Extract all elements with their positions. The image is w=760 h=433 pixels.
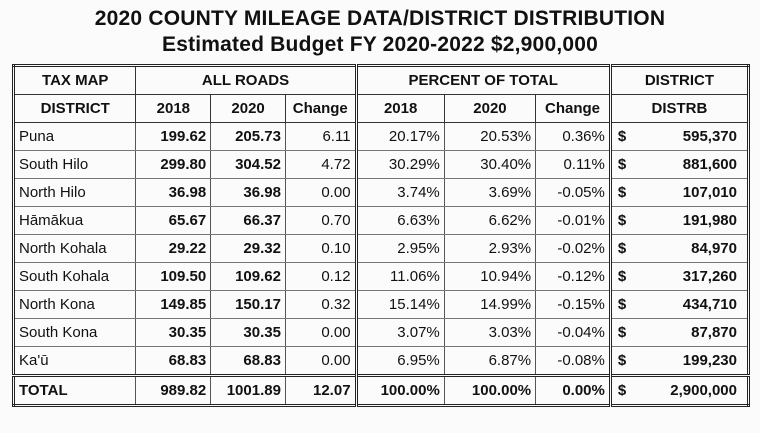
cell-distribution-amount: 881,600 [637,151,748,179]
header-distrb: DISTRB [610,95,748,123]
cell-roads-change: 0.12 [285,263,356,291]
cell-roads-2018: 68.83 [136,347,211,376]
cell-district: South Hilo [14,151,136,179]
header-pct-2020: 2020 [444,95,535,123]
cell-roads-2020: 29.32 [211,235,286,263]
cell-roads-2018: 109.50 [136,263,211,291]
table-row [14,347,749,376]
cell-pct-2018: 6.95% [356,347,444,376]
cell-roads-2020: 150.17 [211,291,286,319]
table-row [14,123,749,151]
header-roads-change: Change [285,95,356,123]
cell-pct-change: -0.12% [536,263,611,291]
table-row [14,291,749,319]
cell-distribution-amount: 107,010 [637,179,748,207]
cell-dollar-sign: $ [610,235,637,263]
cell-roads-2018: 299.80 [136,151,211,179]
cell-pct-2020: 14.99% [444,291,535,319]
cell-roads-change: 0.00 [285,319,356,347]
cell-distribution-amount: 2,900,000 [637,376,748,406]
table-row [14,179,749,207]
cell-pct-2020: 20.53% [444,123,535,151]
cell-distribution-amount: 317,260 [637,263,748,291]
total-row [14,376,749,406]
cell-roads-2020: 1001.89 [211,376,286,406]
cell-dollar-sign: $ [610,207,637,235]
cell-roads-2018: 989.82 [136,376,211,406]
header-tax-map: TAX MAP [14,66,136,95]
header-district-col: DISTRICT [14,95,136,123]
cell-pct-2018: 11.06% [356,263,444,291]
cell-pct-2018: 15.14% [356,291,444,319]
cell-roads-2020: 205.73 [211,123,286,151]
cell-dollar-sign: $ [610,123,637,151]
cell-pct-2020: 6.87% [444,347,535,376]
cell-roads-change: 0.10 [285,235,356,263]
cell-pct-change: 0.11% [536,151,611,179]
cell-dollar-sign: $ [610,376,637,406]
cell-district: South Kona [14,319,136,347]
cell-dollar-sign: $ [610,291,637,319]
cell-roads-change: 0.32 [285,291,356,319]
cell-distribution-amount: 595,370 [637,123,748,151]
cell-distribution-amount: 434,710 [637,291,748,319]
cell-roads-2020: 109.62 [211,263,286,291]
cell-pct-2018: 20.17% [356,123,444,151]
cell-pct-change: 0.00% [536,376,611,406]
cell-district: Ka'ū [14,347,136,376]
cell-dollar-sign: $ [610,151,637,179]
cell-roads-2020: 36.98 [211,179,286,207]
table-row [14,263,749,291]
cell-pct-2018: 100.00% [356,376,444,406]
table-row [14,151,749,179]
header-pct-change: Change [536,95,611,123]
header-all-roads: ALL ROADS [136,66,356,95]
cell-roads-change: 6.11 [285,123,356,151]
cell-roads-change: 12.07 [285,376,356,406]
cell-roads-change: 0.00 [285,347,356,376]
cell-roads-2018: 199.62 [136,123,211,151]
cell-pct-2020: 6.62% [444,207,535,235]
cell-distribution-amount: 84,970 [637,235,748,263]
cell-district: North Kohala [14,235,136,263]
cell-pct-2020: 3.03% [444,319,535,347]
table-row [14,207,749,235]
document-subtitle: Estimated Budget FY 2020-2022 $2,900,000 [161,33,598,56]
cell-distribution-amount: 87,870 [637,319,748,347]
cell-roads-2020: 68.83 [211,347,286,376]
table-body [14,123,749,406]
header-row-top [14,66,749,95]
cell-roads-change: 0.70 [285,207,356,235]
cell-roads-change: 4.72 [285,151,356,179]
cell-roads-2018: 36.98 [136,179,211,207]
cell-district: North Hilo [14,179,136,207]
cell-roads-2020: 30.35 [211,319,286,347]
cell-pct-2018: 2.95% [356,235,444,263]
cell-pct-change: -0.05% [536,179,611,207]
cell-pct-2020: 2.93% [444,235,535,263]
cell-district: South Kohala [14,263,136,291]
cell-distribution-amount: 191,980 [637,207,748,235]
header-district: DISTRICT [610,66,748,95]
cell-roads-change: 0.00 [285,179,356,207]
cell-pct-2018: 3.74% [356,179,444,207]
cell-distribution-amount: 199,230 [637,347,748,376]
cell-pct-2020: 10.94% [444,263,535,291]
cell-pct-change: -0.08% [536,347,611,376]
cell-pct-2018: 30.29% [356,151,444,179]
cell-district: Hāmākua [14,207,136,235]
cell-roads-2018: 30.35 [136,319,211,347]
cell-pct-change: -0.02% [536,235,611,263]
header-percent-of-total: PERCENT OF TOTAL [356,66,610,95]
cell-pct-change: -0.04% [536,319,611,347]
cell-district: North Kona [14,291,136,319]
cell-pct-2018: 3.07% [356,319,444,347]
cell-roads-2018: 29.22 [136,235,211,263]
cell-dollar-sign: $ [610,319,637,347]
cell-pct-change: -0.15% [536,291,611,319]
mileage-distribution-table [12,64,750,407]
document-title: 2020 COUNTY MILEAGE DATA/DISTRICT DISTRIBUTION [94,7,666,30]
cell-roads-2020: 304.52 [211,151,286,179]
cell-district: TOTAL [14,376,136,406]
header-roads-2018: 2018 [136,95,211,123]
cell-dollar-sign: $ [610,347,637,376]
cell-roads-2018: 149.85 [136,291,211,319]
cell-pct-2020: 30.40% [444,151,535,179]
cell-roads-2020: 66.37 [211,207,286,235]
cell-dollar-sign: $ [610,179,637,207]
header-roads-2020: 2020 [211,95,286,123]
cell-pct-2020: 3.69% [444,179,535,207]
cell-pct-2018: 6.63% [356,207,444,235]
cell-roads-2018: 65.67 [136,207,211,235]
header-row-bottom [14,95,749,123]
table-row [14,235,749,263]
cell-dollar-sign: $ [610,263,637,291]
table-row [14,319,749,347]
header-pct-2018: 2018 [356,95,444,123]
cell-district: Puna [14,123,136,151]
cell-pct-2020: 100.00% [444,376,535,406]
cell-pct-change: 0.36% [536,123,611,151]
cell-pct-change: -0.01% [536,207,611,235]
